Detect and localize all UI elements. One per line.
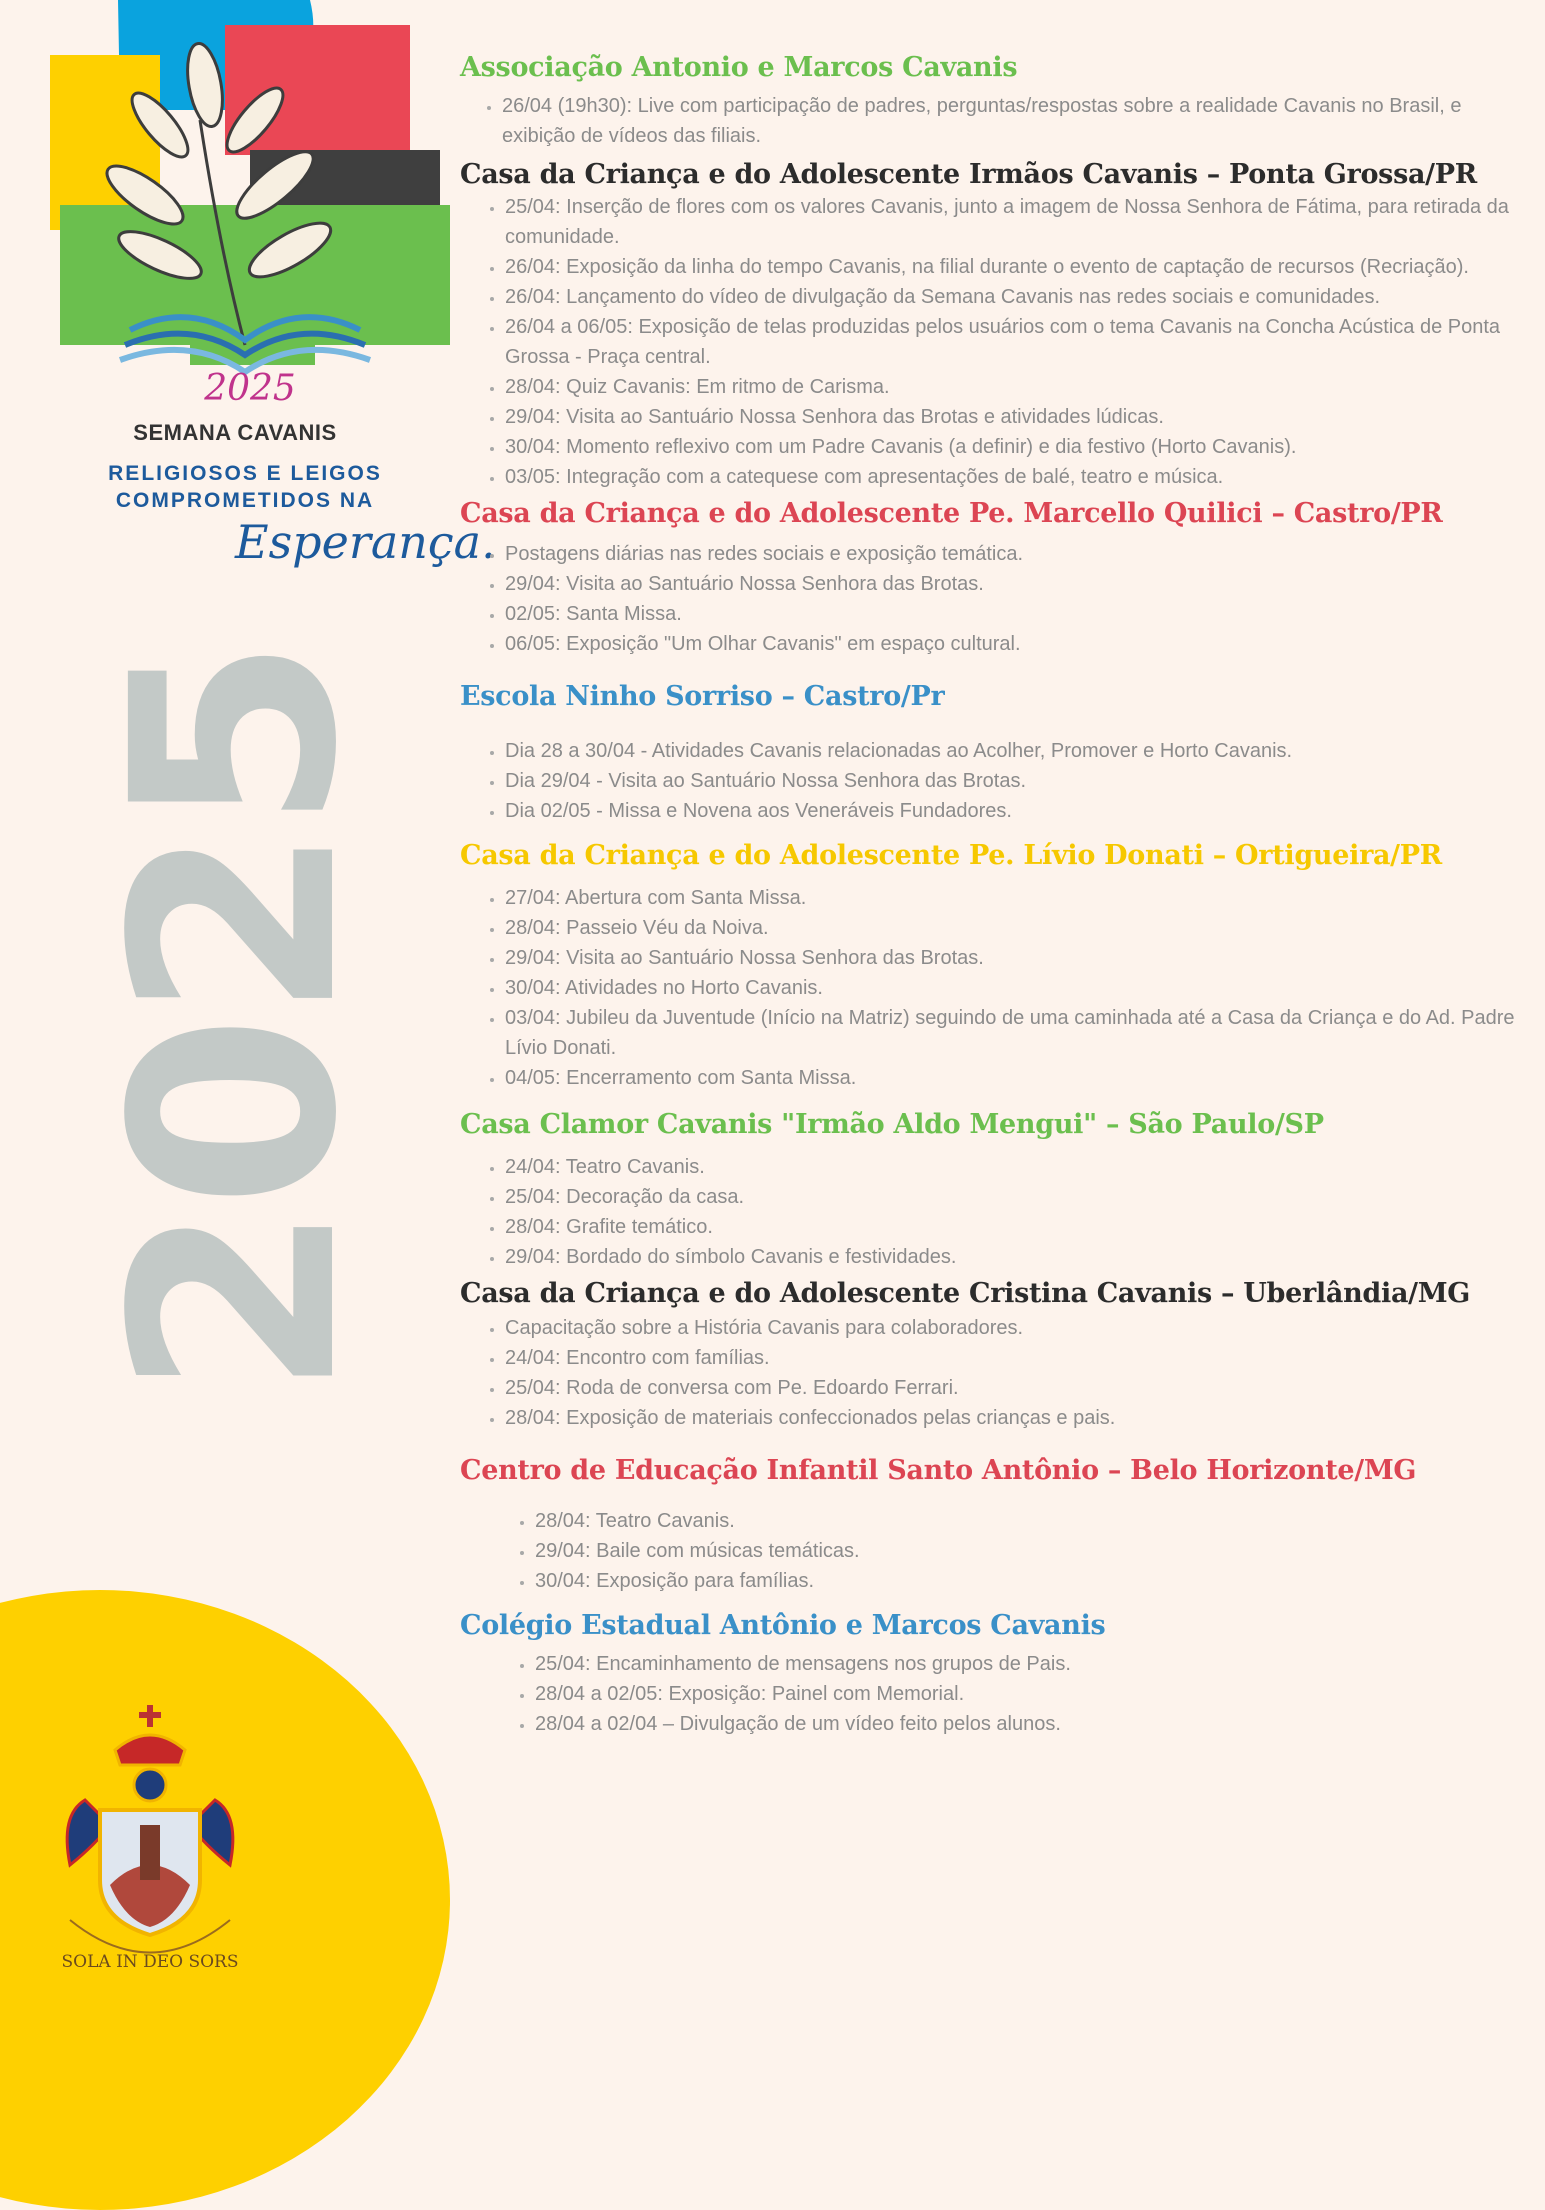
- logo-subtitle-line1: RELIGIOSOS E LEIGOS: [108, 462, 382, 485]
- item-list: [460, 736, 1520, 826]
- item-list: [460, 1313, 1520, 1433]
- section-title: Casa da Criança e do Adolescente Irmãos Cavanis – Ponta Grossa/PR: [460, 159, 1477, 190]
- logo-year: 2025: [204, 368, 296, 409]
- list-item: • 03/05: Integração com a catequese com apresentações de balé, teatro e música.: [505, 462, 1520, 492]
- list-item: • 25/04: Inserção de flores com os valores Cavanis, junto a imagem de Nossa Senhora de Fátima, para retirada da comunidade.: [505, 192, 1520, 252]
- section-uberlandia: [460, 1278, 1520, 1433]
- item-list: [460, 1152, 1520, 1272]
- list-item: • 26/04 a 06/05: Exposição de telas produzidas pelos usuários com o tema Cavanis na Concha Acústica de Ponta Grossa - Praça central.: [505, 312, 1520, 372]
- list-item: • 26/04: Lançamento do vídeo de divulgação da Semana Cavanis nas redes sociais e comunidades.: [505, 282, 1520, 312]
- section-ponta-grossa: [460, 159, 1520, 492]
- section-colegio-estadual: [460, 1610, 1520, 1739]
- section-title: Casa da Criança e do Adolescente Cristina Cavanis – Uberlândia/MG: [460, 1278, 1471, 1309]
- logo-title: SEMANA CAVANIS: [133, 420, 337, 445]
- list-item: • 25/04: Decoração da casa.: [505, 1182, 1520, 1212]
- vertical-year-text: 2025: [73, 642, 399, 1398]
- item-list: [460, 1506, 1520, 1596]
- logo-subtitle-line2: COMPROMETIDOS NA: [115, 489, 375, 512]
- list-item: • 28/04 a 02/05: Exposição: Painel com Memorial.: [535, 1679, 1520, 1709]
- list-item: • 28/04: Grafite temático.: [505, 1212, 1520, 1242]
- list-item: • 30/04: Momento reflexivo com um Padre Cavanis (a definir) e dia festivo (Horto Cavanis).: [505, 432, 1520, 462]
- section-title: Casa da Criança e do Adolescente Pe. Lívio Donati – Ortigueira/PR: [460, 840, 1442, 871]
- item-list: [460, 883, 1520, 1093]
- list-item: • 28/04: Teatro Cavanis.: [535, 1506, 1520, 1536]
- list-item: • Postagens diárias nas redes sociais e exposição temática.: [505, 539, 1520, 569]
- list-item: • 28/04: Exposição de materiais confeccionados pelas crianças e pais.: [505, 1403, 1520, 1433]
- list-item: • Dia 29/04 - Visita ao Santuário Nossa Senhora das Brotas.: [505, 766, 1520, 796]
- list-item: • 03/04: Jubileu da Juventude (Início na Matriz) seguindo de uma caminhada até a Casa da Criança e do Ad. Padre Lívio Donati.: [505, 1003, 1520, 1063]
- item-list: [460, 1649, 1520, 1739]
- list-item: • 26/04: Exposição da linha do tempo Cavanis, na filial durante o evento de captação de recursos (Recriação).: [505, 252, 1520, 282]
- list-item: • 29/04: Baile com músicas temáticas.: [535, 1536, 1520, 1566]
- cavanis-crest-icon: [55, 1705, 245, 1975]
- section-sao-paulo: [460, 1109, 1520, 1272]
- logo-emblem: [50, 0, 450, 420]
- item-list: [460, 91, 1520, 151]
- section-title: Escola Ninho Sorriso – Castro/Pr: [460, 681, 945, 712]
- list-item: • 29/04: Visita ao Santuário Nossa Senhora das Brotas.: [505, 569, 1520, 599]
- list-item: • 25/04: Roda de conversa com Pe. Edoardo Ferrari.: [505, 1373, 1520, 1403]
- logo-subtitle: [65, 460, 425, 514]
- section-castro: [460, 498, 1520, 659]
- semana-cavanis-logo: [50, 0, 496, 580]
- section-title: Centro de Educação Infantil Santo Antônio – Belo Horizonte/MG: [460, 1455, 1417, 1486]
- section-title: Casa da Criança e do Adolescente Pe. Marcello Quilici – Castro/PR: [460, 498, 1443, 529]
- list-item: • 29/04: Visita ao Santuário Nossa Senhora das Brotas.: [505, 943, 1520, 973]
- list-item: • 26/04 (19h30): Live com participação de padres, perguntas/respostas sobre a realidade Cavanis no Brasil, e exibição de vídeos das filiais.: [502, 91, 1520, 151]
- schedule-content: [460, 52, 1520, 1739]
- list-item: • 02/05: Santa Missa.: [505, 599, 1520, 629]
- list-item: • 30/04: Atividades no Horto Cavanis.: [505, 973, 1520, 1003]
- section-associacao: [460, 52, 1520, 151]
- section-ortigueira: [460, 840, 1520, 1093]
- section-title: Associação Antonio e Marcos Cavanis: [460, 52, 1018, 83]
- crest-motto: SOLA IN DEO SORS: [61, 1952, 239, 1972]
- list-item: • 29/04: Bordado do símbolo Cavanis e festividades.: [505, 1242, 1520, 1272]
- item-list: [460, 192, 1520, 492]
- list-item: • 06/05: Exposição "Um Olhar Cavanis" em espaço cultural.: [505, 629, 1520, 659]
- list-item: • 28/04 a 02/04 – Divulgação de um vídeo feito pelos alunos.: [535, 1709, 1520, 1739]
- list-item: • 25/04: Encaminhamento de mensagens nos grupos de Pais.: [535, 1649, 1520, 1679]
- section-title: Casa Clamor Cavanis "Irmão Aldo Mengui" – São Paulo/SP: [460, 1109, 1324, 1140]
- list-item: • 24/04: Encontro com famílias.: [505, 1343, 1520, 1373]
- list-item: • 28/04: Passeio Véu da Noiva.: [505, 913, 1520, 943]
- list-item: • 04/05: Encerramento com Santa Missa.: [505, 1063, 1520, 1093]
- list-item: • Capacitação sobre a História Cavanis para colaboradores.: [505, 1313, 1520, 1343]
- section-belo-horizonte: [460, 1455, 1520, 1596]
- list-item: • 28/04: Quiz Cavanis: Em ritmo de Carisma.: [505, 372, 1520, 402]
- list-item: • 29/04: Visita ao Santuário Nossa Senhora das Brotas e atividades lúdicas.: [505, 402, 1520, 432]
- list-item: • Dia 02/05 - Missa e Novena aos Veneráveis Fundadores.: [505, 796, 1520, 826]
- list-item: • Dia 28 a 30/04 - Atividades Cavanis relacionadas ao Acolher, Promover e Horto Cavanis.: [505, 736, 1520, 766]
- list-item: • 30/04: Exposição para famílias.: [535, 1566, 1520, 1596]
- section-title: Colégio Estadual Antônio e Marcos Cavanis: [460, 1610, 1106, 1641]
- list-item: • 24/04: Teatro Cavanis.: [505, 1152, 1520, 1182]
- item-list: [460, 539, 1520, 659]
- logo-script-esperanca: Esperança.: [235, 515, 496, 569]
- list-item: • 27/04: Abertura com Santa Missa.: [505, 883, 1520, 913]
- section-ninho-sorriso: [460, 681, 1520, 826]
